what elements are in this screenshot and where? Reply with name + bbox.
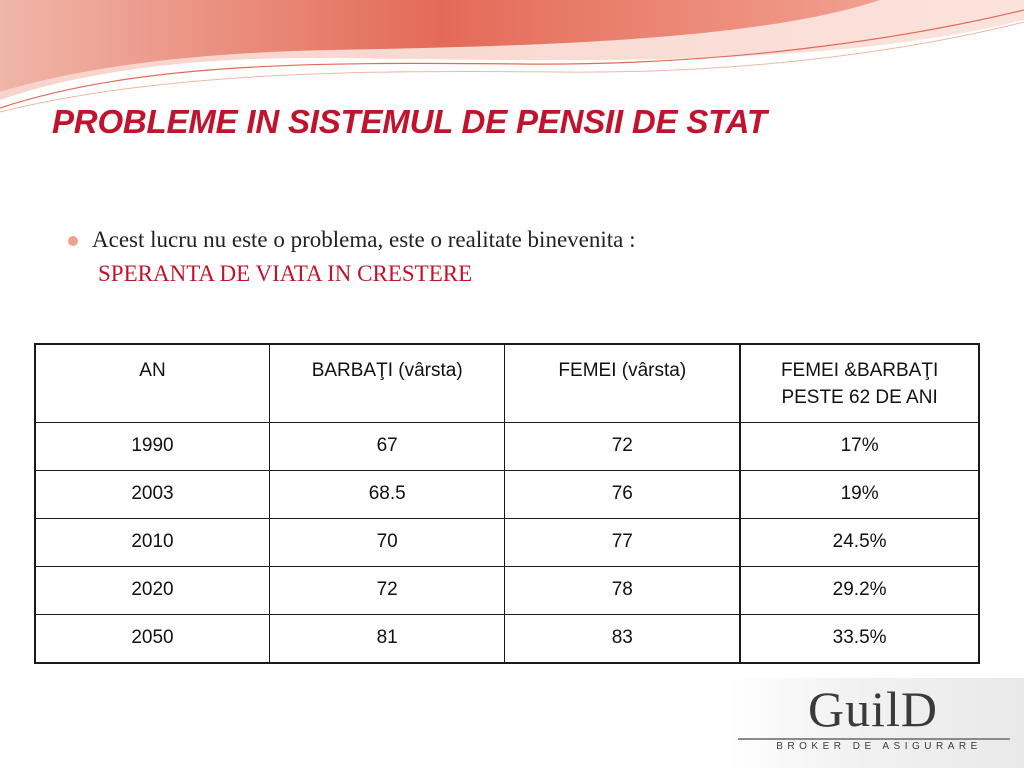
- logo-tagline: BROKER DE ASIGURARE: [776, 741, 982, 752]
- cell-year: 2003: [35, 470, 269, 518]
- cell-year: 2050: [35, 614, 269, 663]
- cell-percent: 33.5%: [740, 614, 979, 663]
- cell-year: 2020: [35, 566, 269, 614]
- header-barbati: BARBAŢI (vârsta): [269, 344, 504, 422]
- pension-table: [34, 343, 980, 664]
- header-total-line2: PESTE 62 DE ANI: [781, 387, 938, 408]
- logo-divider: [738, 738, 1010, 740]
- table-row: [35, 566, 979, 614]
- cell-femei: 76: [505, 470, 740, 518]
- cell-barbati: 67: [269, 422, 504, 470]
- bullet-dot-icon: [68, 236, 78, 246]
- cell-year: 1990: [35, 422, 269, 470]
- cell-barbati: 81: [269, 614, 504, 663]
- table-header-row: [35, 344, 979, 422]
- cell-femei: 83: [505, 614, 740, 663]
- bullet-highlight: SPERANTA DE VIATA IN CRESTERE: [98, 261, 473, 286]
- table-row: [35, 518, 979, 566]
- bullet-text: Acest lucru nu este o problema, este o realitate binevenita :: [92, 227, 636, 252]
- table-row: [35, 614, 979, 663]
- header-femei: FEMEI (vârsta): [505, 344, 740, 422]
- cell-percent: 17%: [740, 422, 979, 470]
- cell-percent: 29.2%: [740, 566, 979, 614]
- cell-femei: 72: [505, 422, 740, 470]
- header-an: AN: [35, 344, 269, 422]
- header-total-line1: FEMEI &BARBAŢI: [780, 360, 939, 381]
- logo-name: GuilD: [808, 681, 938, 737]
- header-total: [740, 344, 979, 422]
- cell-femei: 77: [505, 518, 740, 566]
- cell-barbati: 70: [269, 518, 504, 566]
- header-wave-decoration: [0, 0, 1024, 120]
- cell-femei: 78: [505, 566, 740, 614]
- cell-year: 2010: [35, 518, 269, 566]
- cell-barbati: 68.5: [269, 470, 504, 518]
- cell-percent: 19%: [740, 470, 979, 518]
- cell-percent: 24.5%: [740, 518, 979, 566]
- table-row: [35, 422, 979, 470]
- guild-logo: [728, 678, 1024, 768]
- cell-barbati: 72: [269, 566, 504, 614]
- table-row: [35, 470, 979, 518]
- slide-title: PROBLEME IN SISTEMUL DE PENSII DE STAT: [52, 103, 767, 140]
